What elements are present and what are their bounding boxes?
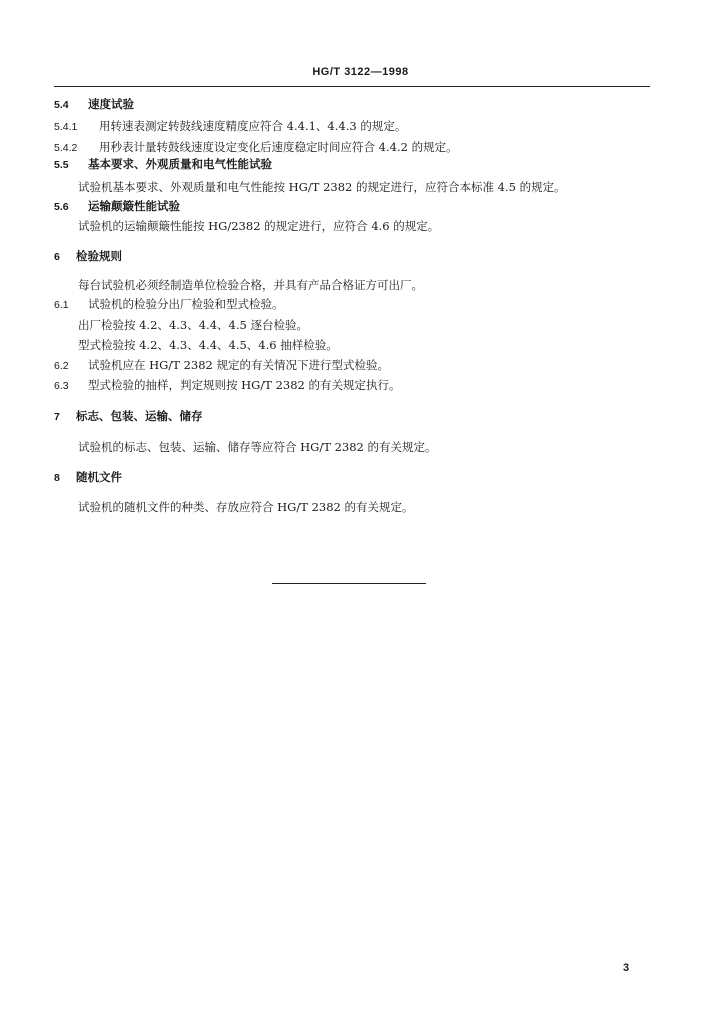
clause-6-3 <box>54 378 401 393</box>
section-6 <box>54 249 122 264</box>
section-number: 5.6 <box>54 201 69 213</box>
clause-5-5-text: 试验机基本要求、外观质量和电气性能按 HG/T 2382 的规定进行，应符合本标准 4.5 的规定。 <box>78 180 566 194</box>
section-title: 速度试验 <box>88 97 134 111</box>
section-title: 标志、包装、运输、储存 <box>76 409 203 423</box>
section-7 <box>54 409 203 424</box>
section-title: 基本要求、外观质量和电气性能试验 <box>88 157 272 171</box>
section-number: 5.4 <box>54 99 69 111</box>
section-number: 5.5 <box>54 159 69 171</box>
end-of-document-rule <box>272 583 426 584</box>
standard-code-header: HG/T 3122—1998 <box>312 66 409 78</box>
clause-5-4-2 <box>54 140 458 155</box>
clause-text: 用转速表测定转鼓线速度精度应符合 4.4.1、4.4.3 的规定。 <box>99 119 407 133</box>
clause-text: 试验机应在 HG/T 2382 规定的有关情况下进行型式检验。 <box>88 358 389 372</box>
section-number: 6 <box>54 251 60 263</box>
clause-text: 用秒表计量转鼓线速度设定变化后速度稳定时间应符合 4.4.2 的规定。 <box>99 140 458 154</box>
clause-5-6-text: 试验机的运输颠簸性能按 HG/2382 的规定进行，应符合 4.6 的规定。 <box>78 219 440 233</box>
clause-8-text: 试验机的随机文件的种类、存放应符合 HG/T 2382 的有关规定。 <box>78 500 414 514</box>
section-title: 检验规则 <box>76 249 122 263</box>
clause-text: 型式检验的抽样，判定规则按 HG/T 2382 的有关规定执行。 <box>88 378 401 392</box>
clause-text: 试验机的检验分出厂检验和型式检验。 <box>88 297 284 311</box>
clause-number: 6.3 <box>54 380 69 392</box>
section-5-6 <box>54 199 180 214</box>
header-rule <box>54 86 650 87</box>
section-5-4 <box>54 97 134 112</box>
clause-number: 6.1 <box>54 299 69 311</box>
section-number: 7 <box>54 411 60 423</box>
section-number: 8 <box>54 472 60 484</box>
clause-number: 5.4.1 <box>54 121 78 133</box>
clause-6-2 <box>54 358 389 373</box>
section-5-5 <box>54 157 272 172</box>
clause-7-text: 试验机的标志、包装、运输、储存等应符合 HG/T 2382 的有关规定。 <box>78 440 437 454</box>
clause-number: 6.2 <box>54 360 69 372</box>
section-8 <box>54 470 122 485</box>
section-title: 随机文件 <box>76 470 122 484</box>
clause-6-1-factory-inspection: 出厂检验按 4.2、4.3、4.4、4.5 逐台检验。 <box>78 318 308 332</box>
page-number: 3 <box>623 962 630 974</box>
clause-6-text: 每台试验机必须经制造单位检验合格，并具有产品合格证方可出厂。 <box>78 278 423 292</box>
clause-5-4-1 <box>54 119 406 134</box>
section-title: 运输颠簸性能试验 <box>88 199 180 213</box>
clause-6-1-type-inspection: 型式检验按 4.2、4.3、4.4、4.5、4.6 抽样检验。 <box>78 338 338 352</box>
clause-6-1 <box>54 297 284 312</box>
clause-number: 5.4.2 <box>54 142 78 154</box>
